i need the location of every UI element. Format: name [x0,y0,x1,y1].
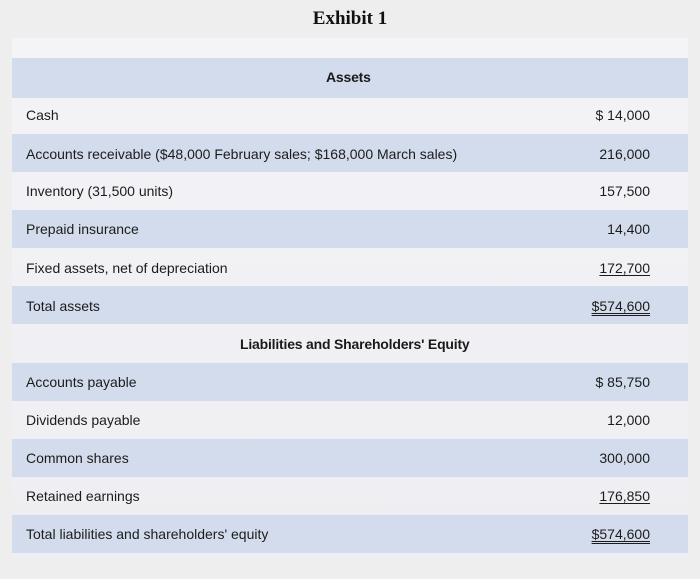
liability-row-label-retained: Retained earnings [26,488,140,504]
liability-row-value-total: $574,600 [591,526,650,542]
asset-row-label-total: Total assets [26,298,100,314]
liabilities-heading: Liabilities and Shareholders' Equity [240,336,470,352]
asset-row-value-prepaid: 14,400 [607,221,650,237]
asset-row-value-total: $574,600 [591,298,650,314]
asset-row-label-inventory: Inventory (31,500 units) [26,183,174,199]
band [12,286,688,324]
assets-heading: Assets [326,69,371,85]
asset-row-value-cash: $ 14,000 [595,107,650,123]
asset-row-label-prepaid: Prepaid insurance [26,221,139,237]
liability-row-value-payable: $ 85,750 [595,374,650,390]
liability-row-label-dividends: Dividends payable [26,412,141,428]
balance-sheet [12,38,688,558]
liability-row-value-dividends: 12,000 [607,412,650,428]
asset-row-label-receivable: Accounts receivable ($48,000 February sales; $168,000 March sales) [26,146,458,162]
liability-row-label-common: Common shares [26,450,129,466]
liability-row-label-total: Total liabilities and shareholders' equity [26,526,269,542]
asset-row-value-inventory: 157,500 [599,183,650,199]
asset-row-value-receivable: 216,000 [599,146,650,162]
asset-row-label-cash: Cash [26,107,59,123]
exhibit-title: Exhibit 1 [312,8,388,29]
asset-row-label-fixed: Fixed assets, net of depreciation [26,260,228,276]
liability-row-value-retained: 176,850 [599,488,650,504]
asset-row-value-fixed: 172,700 [599,260,650,276]
liability-row-value-common: 300,000 [599,450,650,466]
liability-row-label-payable: Accounts payable [26,374,137,390]
